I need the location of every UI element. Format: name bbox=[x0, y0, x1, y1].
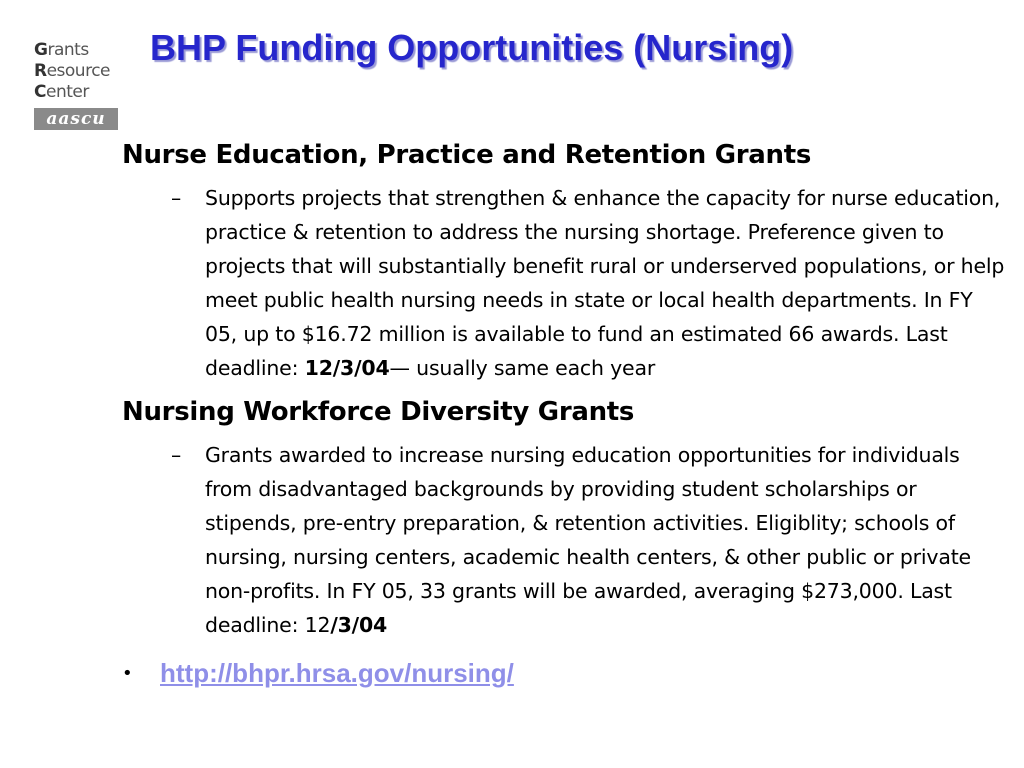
dash-bullet: – bbox=[171, 443, 182, 467]
section-body-nurse-education bbox=[171, 181, 1005, 385]
link-item bbox=[122, 656, 1002, 691]
deadline-value: /3/04 bbox=[330, 613, 388, 637]
body-text: Supports projects that strengthen & enhance the capacity for nurse education, practice & retention to address the nursing shortage. Preference given to projects that will substantially benefit rural or underserved populations, or help meet public health nursing needs in state or local health departments. In FY 05, up to $16.72 million is available to fund an estimated 66 awards. Last deadline: bbox=[205, 186, 1005, 380]
logo-wordmark: Grants Resource Center bbox=[34, 40, 118, 106]
bullet-icon: • bbox=[122, 663, 133, 684]
body-text: Grants awarded to increase nursing education opportunities for individuals from disadvantaged backgrounds by providing student scholarships or stipends, pre-entry preparation, & retention activities. Eligiblity; schools of nursing, nursing centers, academic health centers, & other public or private non-profits. In FY 05, 33 grants will be awarded, averaging $273,000. Last deadline: 12 bbox=[205, 443, 971, 637]
deadline-value: 12/3/04 bbox=[304, 356, 390, 380]
slide-body bbox=[122, 138, 1005, 691]
logo-banner: aascu bbox=[34, 108, 118, 130]
section-body-workforce-diversity bbox=[171, 438, 1005, 642]
slide-title: BHP Funding Opportunities (Nursing) bbox=[150, 27, 794, 68]
dash-bullet: – bbox=[171, 186, 182, 210]
section-heading-workforce-diversity: Nursing Workforce Diversity Grants bbox=[122, 397, 635, 427]
nursing-link[interactable]: http://bhpr.hrsa.gov/nursing/ bbox=[160, 658, 514, 688]
section-heading-nurse-education: Nurse Education, Practice and Retention Grants bbox=[122, 140, 812, 170]
grc-logo bbox=[34, 40, 118, 130]
body-text-end: — usually same each year bbox=[389, 356, 656, 380]
